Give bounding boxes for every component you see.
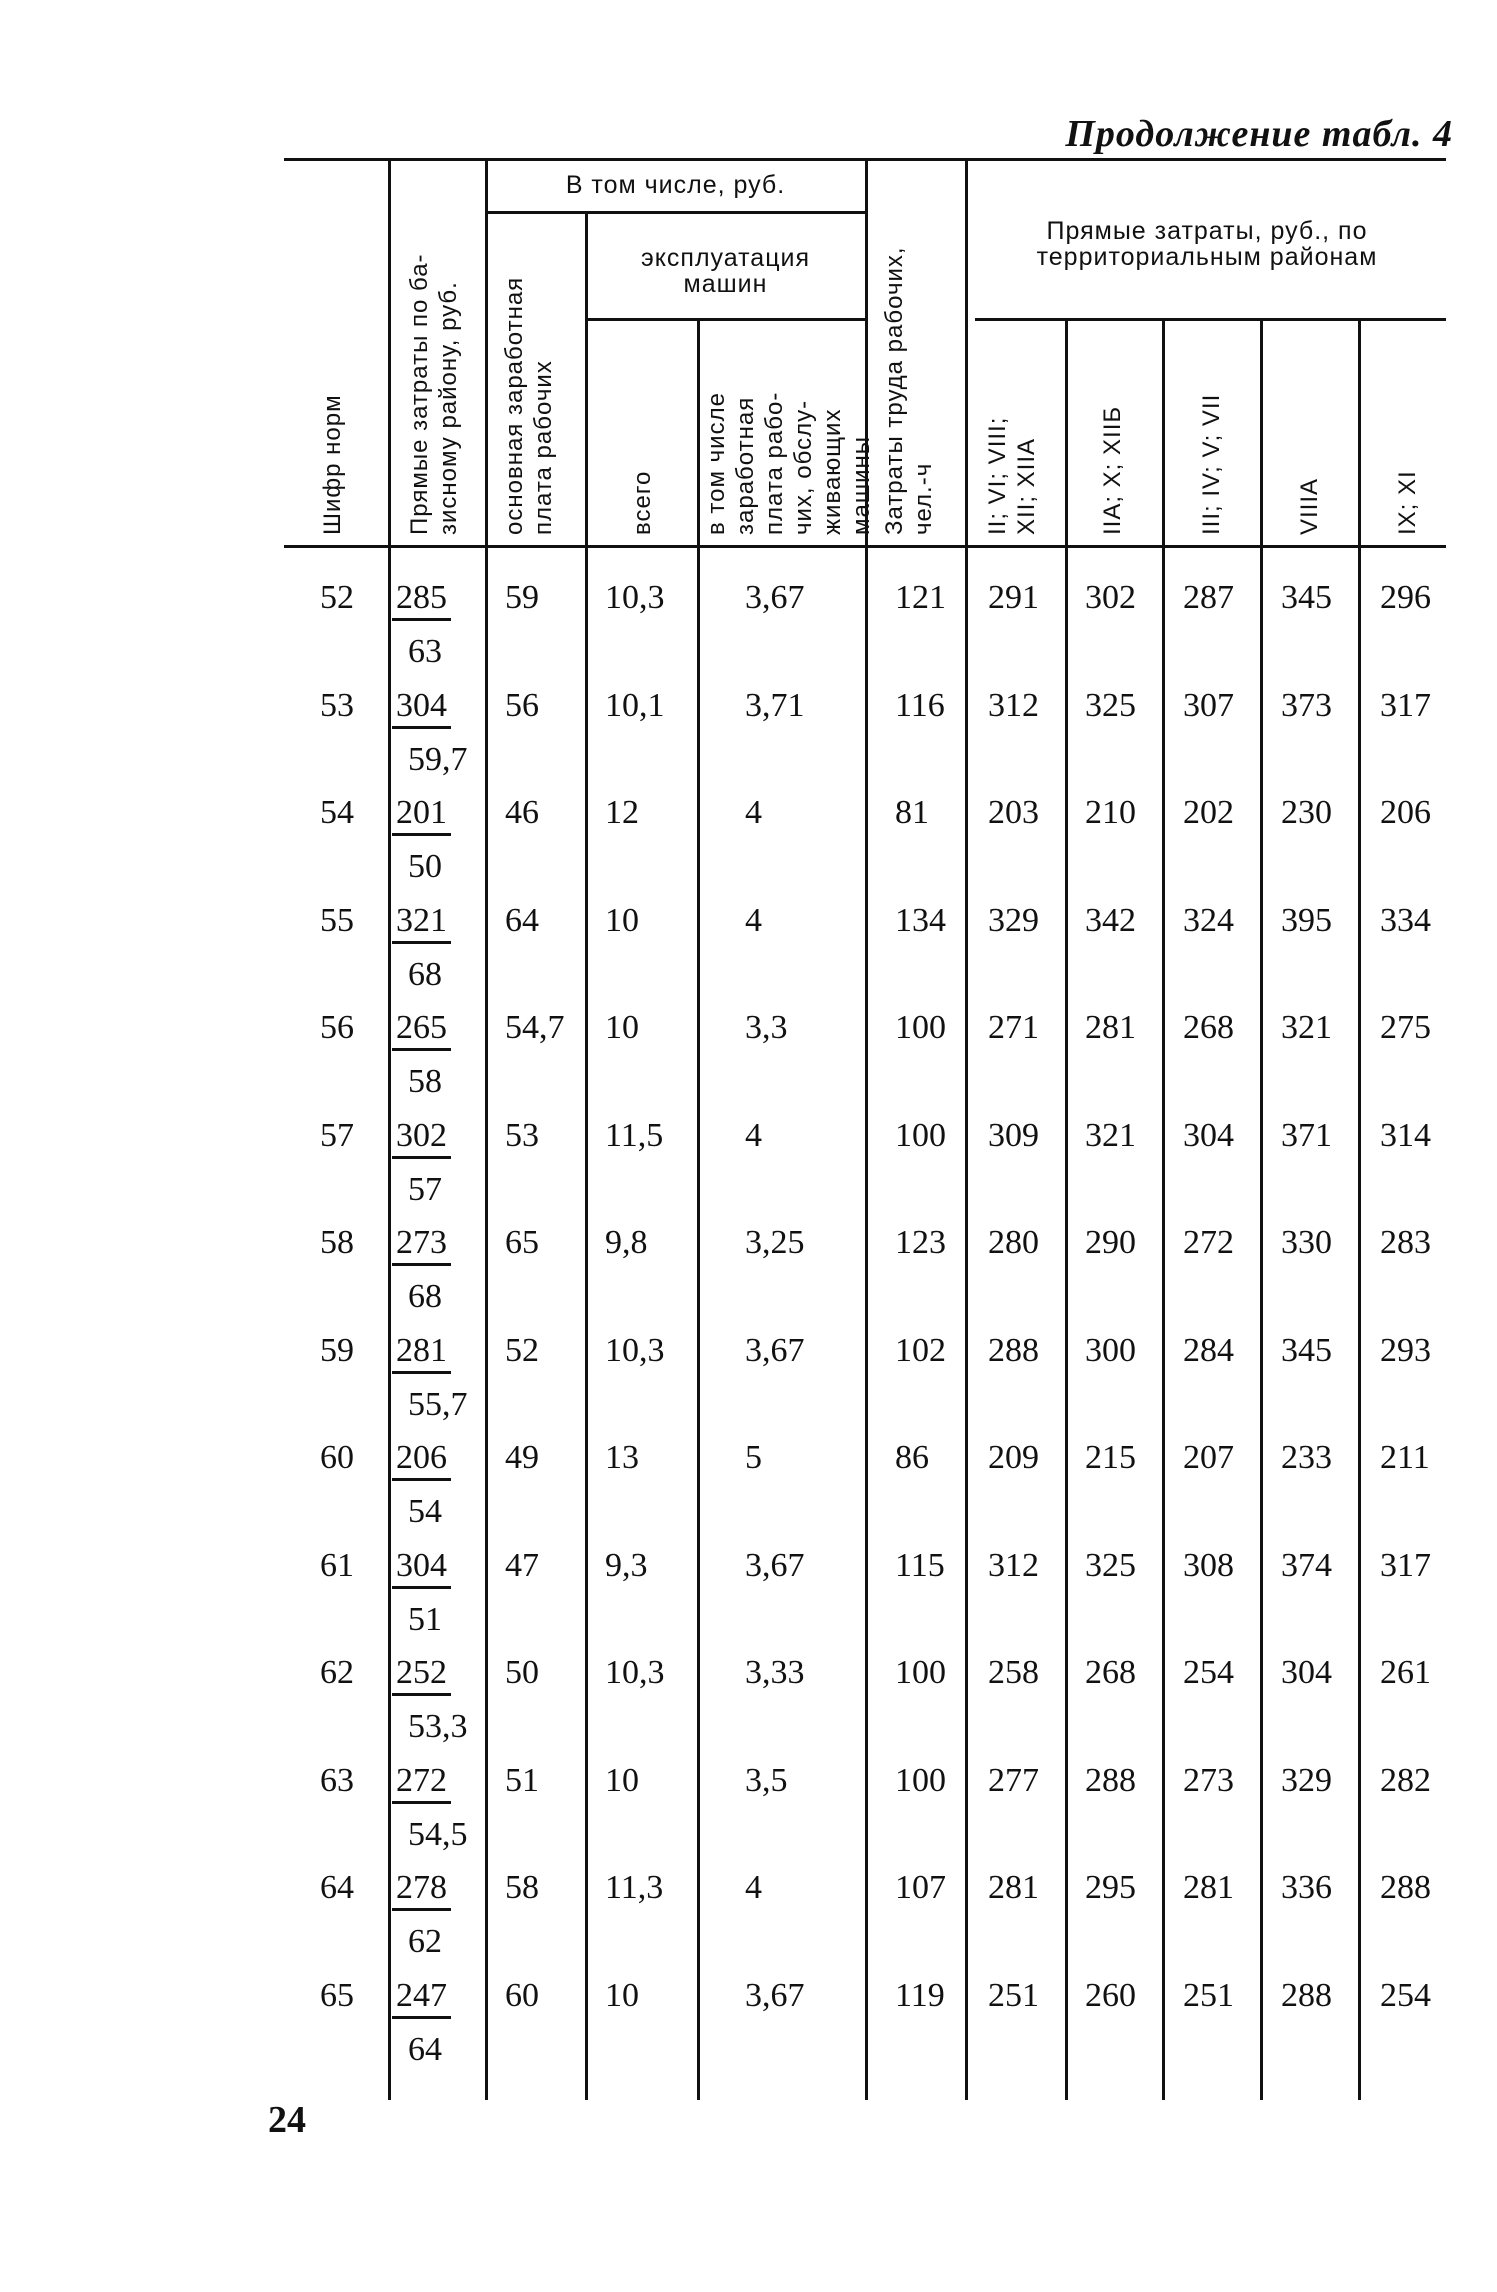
header-rule-machines	[585, 318, 865, 321]
table-cell-mwage: 3,67	[745, 1332, 805, 1369]
table-cell-r5: 293	[1380, 1332, 1431, 1369]
table-cell-r2: 210	[1085, 794, 1136, 831]
table-cell-total: 10,3	[605, 1332, 665, 1369]
table-cell-mwage: 3,25	[745, 1224, 805, 1261]
table-cell-base-sub: 57	[408, 1171, 442, 1208]
table-cell-wage: 50	[505, 1654, 539, 1691]
header-direct-costs-base: Прямые затраты по ба- зисному району, руб.	[406, 253, 462, 535]
table-cell-total: 13	[605, 1439, 639, 1476]
table-cell-base: 272	[392, 1761, 451, 1804]
table-cell-code: 60	[320, 1439, 354, 1476]
table-cell-code: 54	[320, 794, 354, 831]
table-cell-r5: 283	[1380, 1224, 1431, 1261]
table-cell-wage: 60	[505, 1977, 539, 2014]
table-cell-wage: 47	[505, 1547, 539, 1584]
col-rule-10	[1358, 318, 1361, 2100]
table-cell-total: 10,3	[605, 1654, 665, 1691]
table-cell-r2: 300	[1085, 1332, 1136, 1369]
table-cell-labor: 134	[895, 902, 946, 939]
table-cell-r3: 287	[1183, 579, 1234, 616]
table-cell-mwage: 3,71	[745, 687, 805, 724]
table-cell-r5: 261	[1380, 1654, 1431, 1691]
table-cell-base-sub: 55,7	[408, 1386, 468, 1423]
table-cell-code: 59	[320, 1332, 354, 1369]
table-cell-r5: 317	[1380, 1547, 1431, 1584]
table-cell-base: 321	[392, 901, 451, 944]
header-basic-wage: основная заработная плата рабочих	[501, 276, 557, 535]
table-cell-base: 247	[392, 1976, 451, 2019]
table-cell-base-sub: 54	[408, 1493, 442, 1530]
table-cell-base: 265	[392, 1008, 451, 1051]
table-cell-r4: 329	[1281, 1762, 1332, 1799]
table-cell-r1: 281	[988, 1869, 1039, 1906]
table-cell-r2: 342	[1085, 902, 1136, 939]
col-rule-6	[965, 158, 968, 2100]
table-cell-base: 281	[392, 1331, 451, 1374]
table-cell-base-sub: 58	[408, 1063, 442, 1100]
table-cell-total: 10,3	[605, 579, 665, 616]
table-cell-mwage: 3,67	[745, 1547, 805, 1584]
table-cell-labor: 119	[895, 1977, 945, 2014]
table-cell-r2: 260	[1085, 1977, 1136, 2014]
table-cell-r3: 251	[1183, 1977, 1234, 2014]
table-cell-total: 9,8	[605, 1224, 648, 1261]
table-cell-mwage: 3,5	[745, 1762, 788, 1799]
table-cell-total: 9,3	[605, 1547, 648, 1584]
table-cell-r2: 295	[1085, 1869, 1136, 1906]
table-cell-wage: 58	[505, 1869, 539, 1906]
table-cell-r4: 336	[1281, 1869, 1332, 1906]
table-cell-labor: 107	[895, 1869, 946, 1906]
table-cell-base-sub: 54,5	[408, 1816, 468, 1853]
table-cell-labor: 100	[895, 1762, 946, 1799]
table-cell-base-sub: 59,7	[408, 741, 468, 778]
header-machines-wage: в том числе заработная плата рабо- чих, обслу- живающих машины	[703, 391, 875, 535]
table-cell-base: 252	[392, 1653, 451, 1696]
table-cell-total: 11,5	[605, 1117, 664, 1154]
table-cell-r3: 284	[1183, 1332, 1234, 1369]
table-cell-code: 53	[320, 687, 354, 724]
table-cell-r2: 288	[1085, 1762, 1136, 1799]
table-caption: Продолжение табл. 4	[1065, 113, 1453, 155]
table-cell-labor: 115	[895, 1547, 945, 1584]
header-region-3: III; IV; V; VII	[1198, 393, 1225, 535]
table-cell-mwage: 3,67	[745, 579, 805, 616]
table-cell-r5: 314	[1380, 1117, 1431, 1154]
header-region-2: IIA; X; XIIБ	[1099, 405, 1126, 535]
table-cell-r5: 296	[1380, 579, 1431, 616]
table-cell-labor: 100	[895, 1654, 946, 1691]
table-cell-r5: 334	[1380, 902, 1431, 939]
table-cell-code: 52	[320, 579, 354, 616]
table-cell-base-sub: 63	[408, 633, 442, 670]
header-rule-regions	[975, 318, 1446, 321]
table-cell-r3: 272	[1183, 1224, 1234, 1261]
table-cell-code: 64	[320, 1869, 354, 1906]
table-cell-base: 206	[392, 1438, 451, 1481]
table-cell-r2: 281	[1085, 1009, 1136, 1046]
table-cell-labor: 86	[895, 1439, 929, 1476]
header-code: Шифр норм	[319, 394, 346, 535]
table-cell-labor: 81	[895, 794, 929, 831]
header-region-5: IX; XI	[1394, 470, 1421, 535]
table-cell-code: 55	[320, 902, 354, 939]
table-cell-r4: 288	[1281, 1977, 1332, 2014]
table-cell-mwage: 4	[745, 902, 762, 939]
table-cell-base: 302	[392, 1116, 451, 1159]
table-cell-wage: 65	[505, 1224, 539, 1261]
table-cell-r4: 330	[1281, 1224, 1332, 1261]
table-cell-r4: 395	[1281, 902, 1332, 939]
table-cell-mwage: 4	[745, 1869, 762, 1906]
table-cell-r2: 290	[1085, 1224, 1136, 1261]
table-cell-r3: 281	[1183, 1869, 1234, 1906]
table-cell-wage: 46	[505, 794, 539, 831]
table-cell-base: 278	[392, 1868, 451, 1911]
table-cell-base: 285	[392, 578, 451, 621]
table-cell-r1: 312	[988, 1547, 1039, 1584]
col-rule-9	[1260, 318, 1263, 2100]
table-cell-wage: 59	[505, 579, 539, 616]
table-cell-r2: 321	[1085, 1117, 1136, 1154]
table-cell-r5: 211	[1380, 1439, 1430, 1476]
table-cell-r1: 288	[988, 1332, 1039, 1369]
table-cell-r4: 345	[1281, 1332, 1332, 1369]
header-region-4: VIIIA	[1296, 477, 1323, 535]
table-cell-labor: 102	[895, 1332, 946, 1369]
table-cell-r3: 273	[1183, 1762, 1234, 1799]
table-cell-r2: 215	[1085, 1439, 1136, 1476]
table-cell-r1: 280	[988, 1224, 1039, 1261]
table-cell-r1: 258	[988, 1654, 1039, 1691]
table-cell-code: 63	[320, 1762, 354, 1799]
table-cell-base: 304	[392, 686, 451, 729]
table-cell-labor: 100	[895, 1009, 946, 1046]
table-cell-base-sub: 68	[408, 1278, 442, 1315]
table-cell-r3: 307	[1183, 687, 1234, 724]
header-labor: Затраты труда рабочих, чел.-ч	[881, 246, 937, 535]
table-cell-r5: 282	[1380, 1762, 1431, 1799]
table-cell-code: 57	[320, 1117, 354, 1154]
col-rule-1	[388, 158, 391, 2100]
table-cell-r1: 209	[988, 1439, 1039, 1476]
table-cell-wage: 54,7	[505, 1009, 565, 1046]
table-cell-base-sub: 50	[408, 848, 442, 885]
table-cell-code: 61	[320, 1547, 354, 1584]
table-cell-labor: 123	[895, 1224, 946, 1261]
header-machine-operation: эксплуатация машин	[640, 244, 811, 298]
table-cell-base-sub: 53,3	[408, 1708, 468, 1745]
table-cell-r1: 329	[988, 902, 1039, 939]
table-cell-r3: 207	[1183, 1439, 1234, 1476]
table-cell-r5: 206	[1380, 794, 1431, 831]
table-cell-r2: 325	[1085, 1547, 1136, 1584]
table-cell-code: 56	[320, 1009, 354, 1046]
table-cell-r1: 277	[988, 1762, 1039, 1799]
table-cell-r3: 268	[1183, 1009, 1234, 1046]
table-cell-wage: 56	[505, 687, 539, 724]
table-cell-mwage: 3,67	[745, 1977, 805, 2014]
col-rule-3	[585, 211, 588, 2100]
header-machines-total: всего	[629, 470, 656, 535]
table-cell-total: 10	[605, 1009, 639, 1046]
table-cell-base: 273	[392, 1223, 451, 1266]
table-cell-r1: 271	[988, 1009, 1039, 1046]
table-cell-r4: 304	[1281, 1654, 1332, 1691]
table-cell-r1: 309	[988, 1117, 1039, 1154]
table-cell-r3: 324	[1183, 902, 1234, 939]
table-cell-r5: 288	[1380, 1869, 1431, 1906]
table-cell-r5: 254	[1380, 1977, 1431, 2014]
table-cell-base: 201	[392, 793, 451, 836]
col-rule-7	[1065, 318, 1068, 2100]
table-cell-r2: 268	[1085, 1654, 1136, 1691]
header-direct-costs-regions: Прямые затраты, руб., по территориальным районам	[1036, 217, 1378, 271]
table-cell-r4: 230	[1281, 794, 1332, 831]
table-cell-r3: 202	[1183, 794, 1234, 831]
header-rule-including	[485, 211, 865, 214]
table-cell-wage: 53	[505, 1117, 539, 1154]
table-cell-total: 10	[605, 1977, 639, 2014]
table-cell-r4: 233	[1281, 1439, 1332, 1476]
table-cell-mwage: 4	[745, 1117, 762, 1154]
col-rule-2	[485, 158, 488, 2100]
table-cell-r2: 325	[1085, 687, 1136, 724]
table-cell-mwage: 3,33	[745, 1654, 805, 1691]
table-cell-code: 58	[320, 1224, 354, 1261]
table-cell-mwage: 4	[745, 794, 762, 831]
table-cell-labor: 121	[895, 579, 946, 616]
table-cell-r5: 275	[1380, 1009, 1431, 1046]
table-cell-r2: 302	[1085, 579, 1136, 616]
table-cell-total: 11,3	[605, 1869, 664, 1906]
table-cell-wage: 52	[505, 1332, 539, 1369]
table-cell-labor: 100	[895, 1117, 946, 1154]
table-cell-labor: 116	[895, 687, 945, 724]
col-rule-8	[1162, 318, 1165, 2100]
table-cell-r4: 321	[1281, 1009, 1332, 1046]
table-cell-r1: 251	[988, 1977, 1039, 2014]
table-cell-total: 10	[605, 1762, 639, 1799]
table-cell-code: 62	[320, 1654, 354, 1691]
table-cell-wage: 49	[505, 1439, 539, 1476]
table-cell-r4: 374	[1281, 1547, 1332, 1584]
header-including: В том числе, руб.	[565, 171, 786, 199]
table-cell-base-sub: 64	[408, 2031, 442, 2068]
table-cell-r1: 203	[988, 794, 1039, 831]
table-cell-code: 65	[320, 1977, 354, 2014]
table-cell-r1: 291	[988, 579, 1039, 616]
table-cell-r4: 371	[1281, 1117, 1332, 1154]
table-cell-r5: 317	[1380, 687, 1431, 724]
table-cell-mwage: 3,3	[745, 1009, 788, 1046]
table-cell-r3: 254	[1183, 1654, 1234, 1691]
table-cell-total: 12	[605, 794, 639, 831]
table-cell-wage: 51	[505, 1762, 539, 1799]
table-cell-mwage: 5	[745, 1439, 762, 1476]
table-cell-r4: 373	[1281, 687, 1332, 724]
table-cell-total: 10	[605, 902, 639, 939]
col-rule-4	[697, 318, 700, 2100]
table-cell-base-sub: 62	[408, 1923, 442, 1960]
table-cell-r4: 345	[1281, 579, 1332, 616]
table-cell-r1: 312	[988, 687, 1039, 724]
table-cell-base: 304	[392, 1546, 451, 1589]
page-number: 24	[268, 2099, 306, 2141]
table-cell-r3: 304	[1183, 1117, 1234, 1154]
table-cell-base-sub: 68	[408, 956, 442, 993]
table-cell-r3: 308	[1183, 1547, 1234, 1584]
table-cell-total: 10,1	[605, 687, 665, 724]
table-cell-base-sub: 51	[408, 1601, 442, 1638]
header-region-1: II; VI; VIII; XII; XIIA	[984, 416, 1040, 535]
table-cell-wage: 64	[505, 902, 539, 939]
